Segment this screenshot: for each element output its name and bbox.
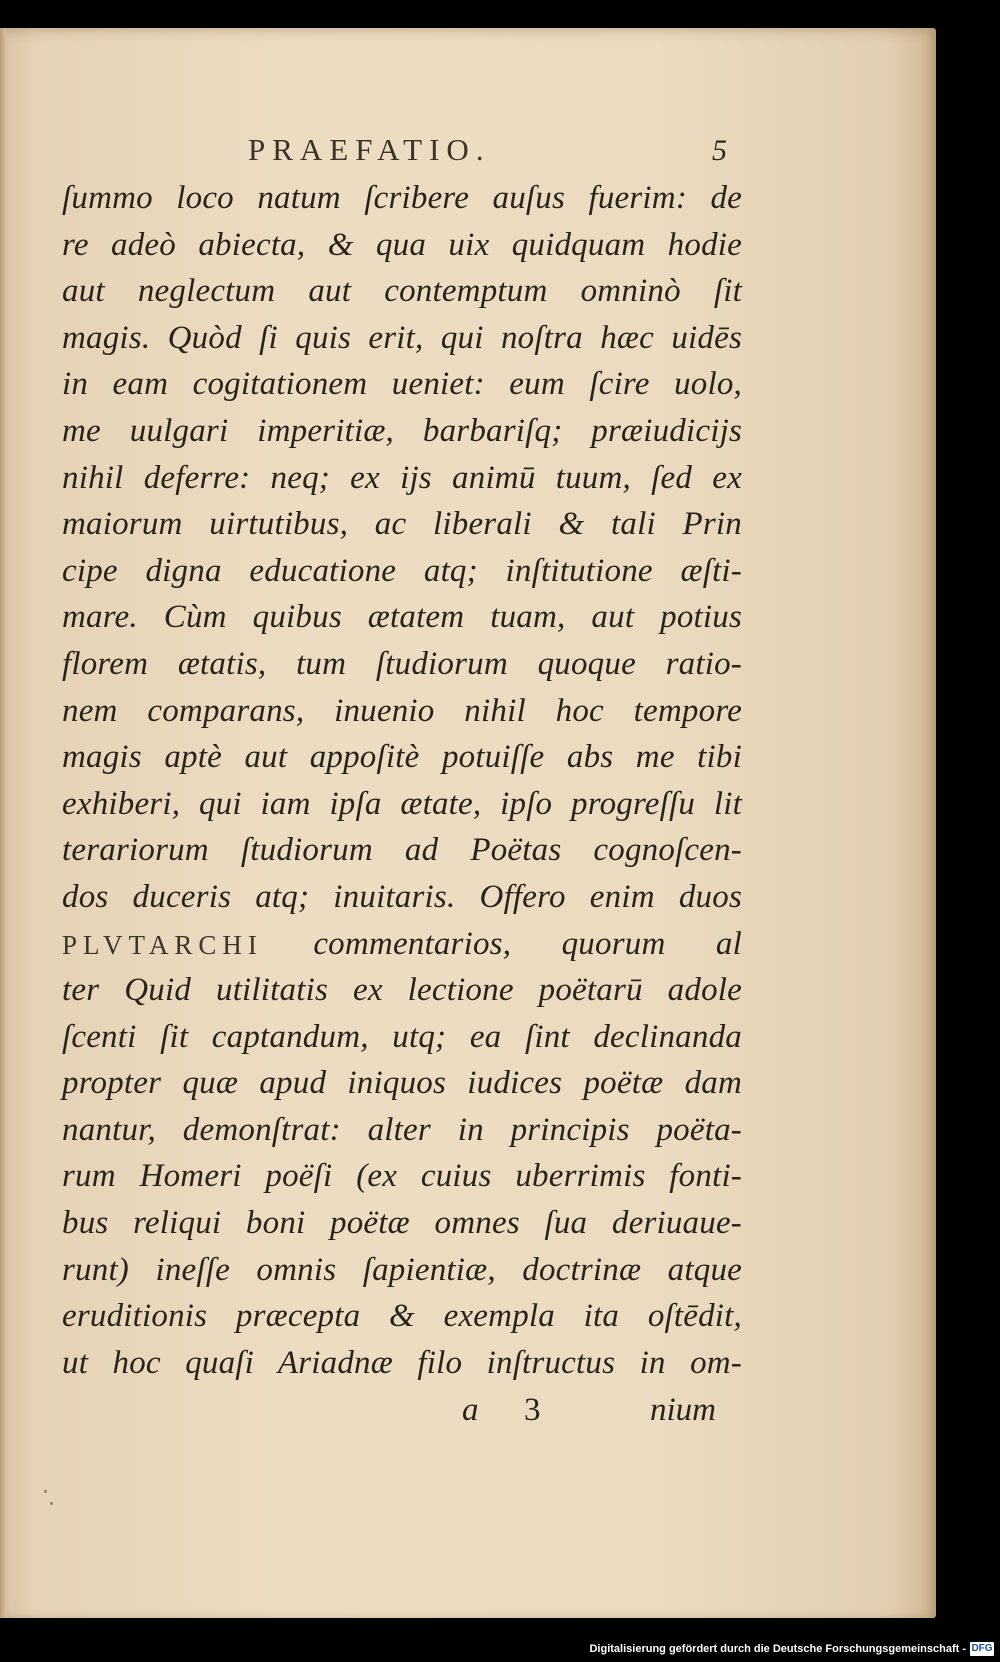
digitization-credit	[589, 1640, 994, 1658]
text-line: dos duceris atq; inuitaris. Offero enim duos	[62, 878, 742, 915]
text-line: magis aptè aut appoſitè potuiſſe abs me tibi	[62, 739, 742, 776]
page-edge	[0, 28, 6, 1618]
credit-text: Digitalisierung gefördert durch die Deutsche Forschungsgemeinschaft -	[589, 1643, 966, 1655]
page-number: 5	[712, 134, 727, 167]
dfg-logo-icon: DFG	[971, 1643, 993, 1654]
text-line: in eam cogitationem ueniet: eum ſcire uolo,	[62, 366, 742, 403]
text-line: florem ætatis, tum ſtudiorum quoque ratio-	[62, 645, 742, 682]
text-line: ter Quid utilitatis ex lectione poëtarū adole	[62, 972, 742, 1009]
text-line: rum Homeri poëſi (ex cuius uberrimis fonti-	[62, 1158, 742, 1195]
paper-speck	[44, 1490, 47, 1493]
text-line: terariorum ſtudiorum ad Poëtas cognoſcen-	[62, 832, 742, 869]
text-line: nihil deferre: neq; ex ijs animū tuum, ſed ex	[62, 459, 742, 496]
text-line: nem comparans, inuenio nihil hoc tempore	[62, 692, 742, 729]
catchword: nium	[650, 1392, 716, 1428]
text-line: ſcenti ſit captandum, utq; ea ſint declinanda	[62, 1018, 742, 1055]
text-line: me uulgari imperitiæ, barbariſq; præiudicijs	[62, 412, 742, 449]
text-line: ut hoc quaſi Ariadnæ filo inſtructus in om-	[62, 1344, 742, 1381]
text-line: nantur, demonſtrat: alter in principis poëta-	[62, 1111, 742, 1148]
text-line: propter quæ apud iniquos iudices poëtæ dam	[62, 1065, 742, 1102]
text-line: runt) ineſſe omnis ſapientiæ, doctrinæ atque	[62, 1251, 742, 1288]
signature-mark: a	[462, 1392, 479, 1428]
text-line: cipe digna educatione atq; inſtitutione æſti-	[62, 552, 742, 589]
text-line-rest: commentarios, quorum al	[313, 925, 742, 962]
author-name-caps: PLVTARCHI	[62, 929, 263, 960]
body-text	[62, 175, 742, 1386]
text-line: re adeò abiecta, & qua uix quidquam hodie	[62, 226, 742, 263]
text-line: exhiberi, qui iam ipſa ætate, ipſo progreſſu lit	[62, 785, 742, 822]
running-title: PRAEFATIO.	[248, 132, 491, 167]
text-line: bus reliqui boni poëtæ omnes ſua deriuaue-	[62, 1205, 742, 1242]
text-line: eruditionis præcepta & exempla ita oſtēdit,	[62, 1298, 742, 1335]
signature-number: 3	[524, 1392, 541, 1428]
paper-speck	[50, 1502, 53, 1505]
text-line: aut neglectum aut contemptum omninò ſit	[62, 273, 742, 310]
text-line	[62, 921, 742, 968]
text-line: magis. Quòd ſi quis erit, qui noſtra hæc uidēs	[62, 319, 742, 356]
text-line: mare. Cùm quibus ætatem tuam, aut potius	[62, 599, 742, 636]
running-head	[0, 132, 936, 172]
text-line: maiorum uirtutibus, ac liberali & tali Prin	[62, 506, 742, 543]
signature-line	[0, 1392, 936, 1438]
text-line: ſummo loco natum ſcribere auſus fuerim: de	[62, 180, 742, 216]
